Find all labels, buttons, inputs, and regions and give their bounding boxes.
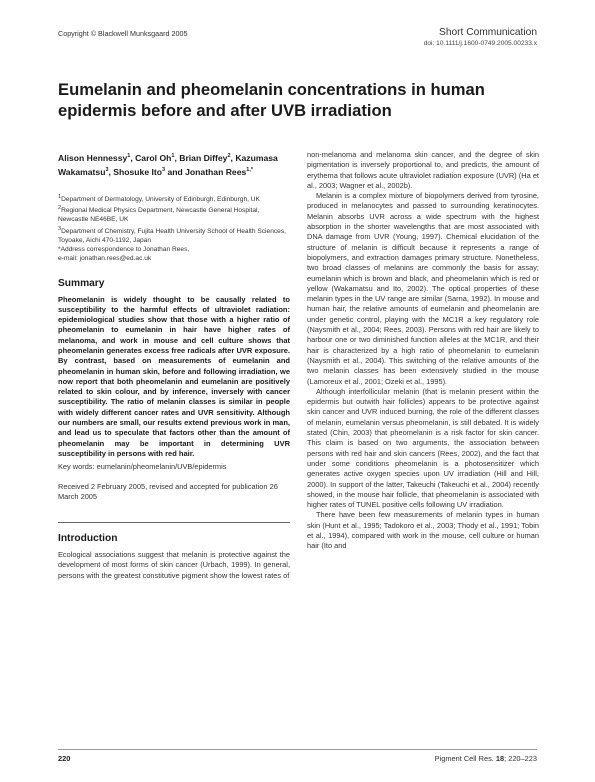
page-number: 220 — [58, 754, 71, 763]
body-paragraph: Melanin is a complex mixture of biopolymers derived from tyrosine, produced in melanocytes and passed to surrounding keratinocytes. Melanin absorbs UVR across a wide spectrum with the highest absorption in the shorter wavelengths that are most associated with DNA damage from UVR (Young, 1997). Chemical elucidation of the structure of melanin is difficult because it represents a range of biopolymers, and extraction damages primary structure. Nonetheless, two broad classes of melanins are commonly the basis for assay; eumelanin which is brown and black, and pheomelanin which is red or yellow (Wakamatsu and Ito, 2002). The optical properties of these melanin types in the UV range are similar (Sarna, 1992). In mouse and human hair, the relative amounts of eumelanin and pheomelanin are under genetic control, playing with the MC1R a key regulatory role (Naysmith et al., 2004; Rees, 2003). Persons with red hair are likely to harbour one or two diminished function alleles at the MC1R, and their hair is characterized by a high ratio of pheomelanin to eumelanin (Naysmith et al., 2004). This switching of the relative amounts of the two melanin classes has been extensively studied in the mouse (Lamoreux et al., 2001; Ozeki et al., 1995). — [307, 191, 539, 386]
author-affiliation-mark: 3 — [162, 167, 166, 174]
received-dates: Received 2 February 2005, revised and accepted for publication 26 March 2005 — [58, 481, 278, 501]
left-column — [58, 150, 290, 581]
article-type: Short Communication — [439, 27, 537, 38]
author-list — [58, 150, 290, 179]
article-header — [424, 27, 537, 47]
author-affiliation-mark: 1 — [127, 153, 131, 159]
author-name: Carol Oh — [135, 152, 172, 163]
author-affiliation-mark: 2 — [227, 153, 231, 159]
author-separator: , — [130, 152, 136, 163]
footer-divider — [58, 749, 537, 750]
journal-volume: 18 — [495, 754, 505, 763]
correspondence-line: *Address correspondence to Jonathan Rees, — [58, 246, 190, 254]
affiliations — [58, 193, 290, 264]
introduction-heading: Introduction — [58, 533, 118, 545]
affiliation-item: $^2$Regional Medical Physics Department, Newcastle General Hospital, Newcastle NE46BE, UK — [58, 204, 260, 224]
author-affiliation-mark: 3 — [105, 167, 109, 174]
body-paragraph: There have been few measurements of melanin types in human skin (Hunt et al., 1995; Tadokoro et al., 2003; Thody et al., 1991; Tobin et al., 1994), compared with work in the mouse, cell culture or human hair (Ito and — [307, 510, 539, 551]
copyright-notice: Copyright © Blackwell Munksgaard 2005 — [58, 29, 188, 38]
affiliation-item: $^3$Department of Chemistry, Fujita Health University School of Health Sciences, Toyoake, Aichi 470-1192, Japan — [58, 225, 286, 244]
correspondence-email[interactable]: e-mail: jonathan.rees@ed.ac.uk — [58, 255, 152, 263]
author-name: Brian Diffey — [179, 152, 228, 163]
author-name: Kazumasa Wakamatsu — [58, 152, 278, 178]
author-affiliation-mark: 1 — [171, 153, 175, 159]
right-column — [307, 150, 539, 552]
article-title: Eumelanin and pheomelanin concentrations in human epidermis before and after UVB irradiation — [58, 80, 485, 120]
author-name: Jonathan Rees — [185, 167, 247, 178]
section-divider — [58, 522, 290, 523]
author-name: Shosuke Ito — [113, 167, 163, 178]
author-separator: , — [174, 152, 180, 163]
summary-heading: Summary — [58, 277, 105, 289]
body-paragraph: Although interfollicular melanin (that is melanin present within the epidermis but outwith hair follicles) appears to be protective against skin cancer and UVR induced burning, the role of the different classes of melanin, eumelanin versus pheomelanin, is still debated. It is widely stated (Chin, 2003) that pheomelanin is a risk factor for skin cancer. This claim is based on two arguments, the association between persons with red hair and skin cancers (Rees, 2002), and the fact that under some conditions pheomelanin is a photosensitizer which generates active oxygen species upon UV irradiation (Hill and Hill, 2000). In support of the latter, Takeuchi (Takeuchi et al., 2004) recently showed, in the mouse hair follicle, that pheomelanin is associated with higher rates of TUNEL positive cells following UV irradiation. — [307, 386, 539, 510]
journal-citation: Pigment Cell Res. 18; 220–223 — [434, 754, 537, 763]
author-name: Alison Hennessy — [58, 152, 128, 163]
summary-text: Pheomelanin is widely thought to be causally related to susceptibility to the harmful effects of ultraviolet radiation: epidemiological studies show that those with a higher ratio of pheomelanin to eumelanin in hair have higher rates of melanoma, and work in mouse and cell culture shows that pheomelanin generates excess free radicals after UVR exposure. By contrast, based on measurements of eumelanin and pheomelanin in human skin, before and following irradiation, we now report that both pheomelanin and eumelanin are positively related to skin colour, and by inference, inversely with cancer susceptibility. The ratio of melanin classes is similar in people with widely different cancer rates and UVR sensitivity. Although our numbers are small, our results extend previous work in man, and lead us to speculate that factors other than the amount of pheomelanin may be important in determining UVR susceptibility in persons with red hair. — [58, 294, 290, 458]
affiliation-item: $^1$Department of Dermatology, University of Edinburgh, Edinburgh, UK — [58, 193, 260, 203]
author-separator: and — [165, 167, 186, 178]
author-affiliation-mark: 1,* — [246, 167, 254, 174]
author-separator: , — [108, 167, 114, 178]
author-separator: , — [230, 152, 236, 163]
keywords: Key words: eumelanin/pheomelanin/UVB/epidermis — [58, 462, 227, 472]
doi-link[interactable]: doi: 10.1111/j.1600-0749.2005.00233.x — [423, 40, 537, 47]
introduction-paragraph: Ecological associations suggest that melanin is protective against the development of most forms of skin cancer (Urbach, 1999). In general, persons with the greatest constitutive pigment show the lowest rates of — [58, 550, 290, 580]
body-paragraph: non-melanoma and melanoma skin cancer, and the degree of skin pigmentation is inversely proportional to, and predicts, the amount of erythema that follows acute ultraviolet radiation exposure (UVR) (Ha et al., 2003; Wagner et al., 2002b). — [307, 150, 539, 190]
